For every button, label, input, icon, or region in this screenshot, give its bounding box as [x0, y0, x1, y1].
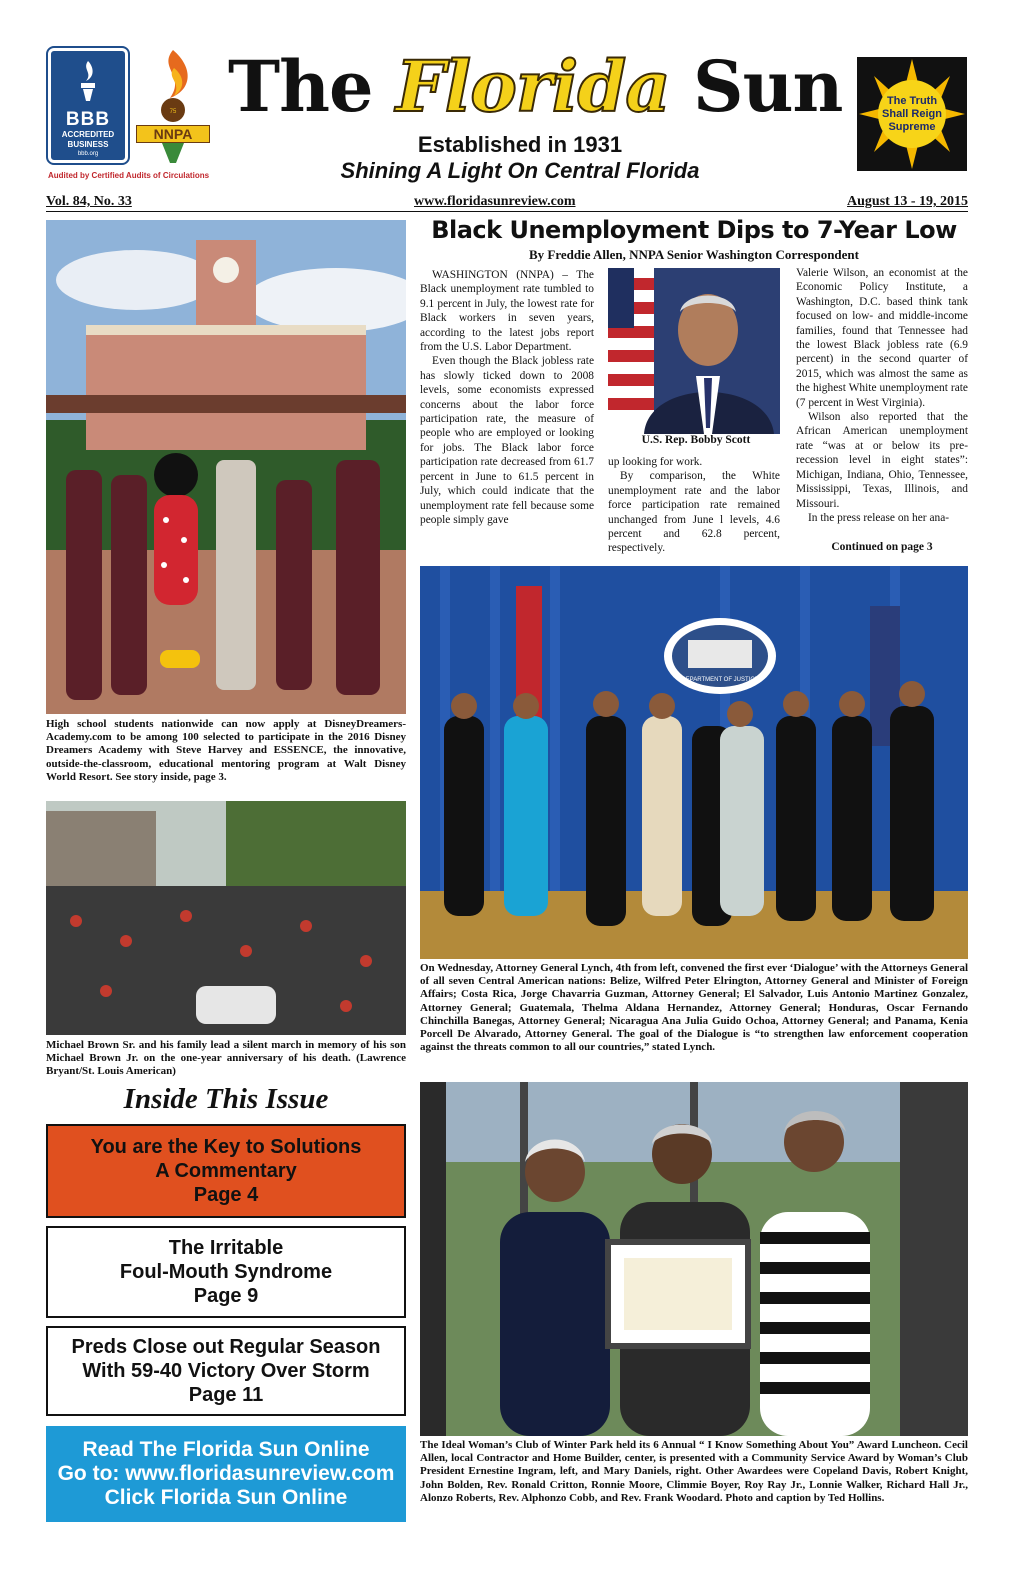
bbb-text: BBB: [65, 109, 111, 130]
inside-this-issue-heading: Inside This Issue: [123, 1083, 329, 1115]
inside-item-2-line-2: Foul-Mouth Syndrome: [119, 1261, 333, 1283]
inside-item-preds[interactable]: [46, 1326, 406, 1416]
article-col2-paragraph-1: up looking for work.: [608, 456, 703, 468]
inside-item-2-line-1: The Irritable: [168, 1237, 284, 1259]
inside-item-3-page: Page 11: [188, 1384, 264, 1406]
title-word-florida: Florida: [395, 45, 670, 128]
nnpa-text: NNPA: [136, 125, 210, 143]
inside-item-1-page: Page 4: [193, 1184, 259, 1206]
sun-motto-badge: [857, 57, 967, 171]
doj-dialogue-photo: [420, 566, 968, 959]
bbb-line-1: ACCREDITED: [51, 130, 125, 140]
article-column-3: [796, 266, 968, 525]
newspaper-title[interactable]: [228, 40, 843, 134]
website-link[interactable]: www.floridasunreview.com: [414, 194, 576, 209]
read-online-line-3: Click Florida Sun Online: [104, 1486, 348, 1509]
article-byline: By Freddie Allen, NNPA Senior Washington Correspondent: [529, 247, 859, 262]
article-headline[interactable]: Black Unemployment Dips to 7-Year Low: [431, 216, 957, 244]
title-word-sun: Sun: [693, 45, 843, 128]
bobby-scott-portrait: [608, 268, 780, 434]
inside-item-3-line-2: With 59-40 Victory Over Storm: [82, 1360, 370, 1382]
portrait-caption: U.S. Rep. Bobby Scott: [641, 434, 751, 446]
tagline: Shining A Light On Central Florida: [340, 158, 700, 183]
inside-item-irritable-syndrome[interactable]: [46, 1226, 406, 1318]
article-column-1: [420, 268, 594, 527]
doj-photo-caption: On Wednesday, Attorney General Lynch, 4th from left, convened the first ever ‘Dialogue’ with the Attorneys General of all seven Central American nations: Belize, Wilfred Peter Elrington, Attorney General and Minister of Foreign Affairs; Costa Rica, Jorge Chavarria Guzman, Attorney General; El Salvador, Luis Antonio Martinez Gonzalez, Attorney General; Guatemala, Thelma Aldana Hernandez, Attorney General; Honduras, Oscar Fernando Chinchilla Banegas, Attorney General; Nicaragua Ana Julia Guido Ochoa, Attorney General; and Panama, Kenia Porcell De Alvarado, Attorney General. The goal of the Dialogue is “to strengthen law enforcement cooperation against the threats common to all our countries,” stated Lynch.: [420, 962, 968, 1054]
title-word-the: The: [228, 45, 373, 128]
audited-note: Audited by Certified Audits of Circulations: [48, 171, 210, 180]
issue-date: August 13 - 19, 2015: [847, 194, 968, 209]
bbb-accredited-logo: [48, 48, 128, 163]
inside-item-key-to-solutions[interactable]: [46, 1124, 406, 1218]
inside-item-3-line-1: Preds Close out Regular Season: [71, 1336, 381, 1358]
nnpa-logo: [136, 46, 210, 164]
award-luncheon-photo: [420, 1082, 968, 1436]
flame-icon: [136, 46, 210, 124]
article-col1-paragraph-2: Even though the Black jobless rate has slowly ticked down to 2008 levels, some economists expressed concerns about the labor force participation rate, the measure of people who are employed or looking for jobs. The Black labor force participation rate decreased from 61.7 percent in June to 61.5 percent in July, which could indicate that the unemployment rate fell because some people simply gave: [420, 355, 594, 526]
disney-photo-caption: High school students nationwide can now apply at DisneyDreamersAcademy.com to be among 100 selected to participate in the 2016 Disney Dreamers Academy with Steve Harvey and ESSENCE, the innovative, outside-the-classroom, educational mentoring program at Walt Disney World Resort. See story inside, page 3.: [46, 718, 406, 783]
article-col3-paragraph-2: Wilson also reported that the African American unemployment rate “was at or below its pre-recession level in eight states”: Michigan, Indiana, Ohio, Tennessee, Mississippi, Texas, Illinois, and Missouri.: [796, 411, 968, 510]
march-photo-caption: Michael Brown Sr. and his family lead a silent march in memory of his son Michael Brown Jr. on the one-year anniversary of his death. (Lawrence Bryant/St. Louis American): [46, 1039, 406, 1078]
article-col3-paragraph-1: Valerie Wilson, an economist at the Economic Policy Institute, a Washington, D.C. based think tank focused on low- and middle-income families, found that Tennessee had the lowest Black jobless rate (6.9 percent) in the second quarter of 2015, which was almost the same as the highest White unemployment rate (7 percent in West Virginia).: [796, 267, 968, 409]
award-photo-caption: The Ideal Woman’s Club of Winter Park held its 6 Annual “ I Know Something About You” Award Luncheon. Cecil Allen, local Contractor and Home Builder, center, is presented with a Community Service Award by Woman’s Club President Ernestine Ingram, left, and Mary Daniels, right. Other Awardees were Copeland Davis, Robert Knight, John Bolden, Rev. Ronald Critton, Ronnie Moore, Climmie Boyer, Roy Ray Jr., Lonnie Walker, Richard Hall Jr., Alonzo Roberts, Rev. Alphonzo Cobb, and Rev. Frank Woodard. Photo and caption by Ted Hollins.: [420, 1439, 968, 1504]
read-online-line-1: Read The Florida Sun Online: [82, 1438, 370, 1461]
article-column-2: [608, 455, 780, 556]
article-col3-paragraph-3: In the press release on her ana-: [808, 511, 950, 524]
inside-item-1-line-1: You are the Key to Solutions: [90, 1136, 362, 1158]
read-online-banner[interactable]: [46, 1426, 406, 1522]
doj-seal-text: DEPARTMENT OF JUSTICE: [681, 677, 759, 683]
volume-number: Vol. 84, No. 33: [46, 194, 132, 209]
torch-icon: [73, 59, 103, 103]
bbb-line-2: BUSINESS: [51, 140, 125, 150]
article-col2-paragraph-2: By comparison, the White unemployment rate and the labor force participation rate remained unchanged from June l levels, 4.6 percent and 62.8 percent, respectively.: [608, 470, 780, 555]
continued-on-page-3[interactable]: Continued on page 3: [831, 541, 933, 553]
established-line: Established in 1931: [417, 132, 623, 157]
inside-item-2-page: Page 9: [193, 1285, 259, 1307]
sun-motto-text: The Truth Shall Reign Supreme: [882, 95, 942, 133]
disney-photo: [46, 220, 406, 714]
nnpa-stand-icon: [136, 143, 210, 165]
bbb-url: bbb.org: [77, 151, 99, 157]
march-photo: [46, 801, 406, 1035]
inside-item-1-line-2: A Commentary: [155, 1160, 297, 1182]
folio-line: [46, 194, 968, 212]
read-online-line-2[interactable]: Go to: www.floridasunreview.com: [57, 1462, 395, 1485]
article-col1-paragraph-1: WASHINGTON (NNPA) – The Black unemployment rate tumbled to 9.1 percent in July, the lowest rate for Black workers in seven years, according to the latest jobs report from the U.S. Labor Department.: [420, 269, 594, 354]
svg-text:75: 75: [169, 109, 177, 115]
